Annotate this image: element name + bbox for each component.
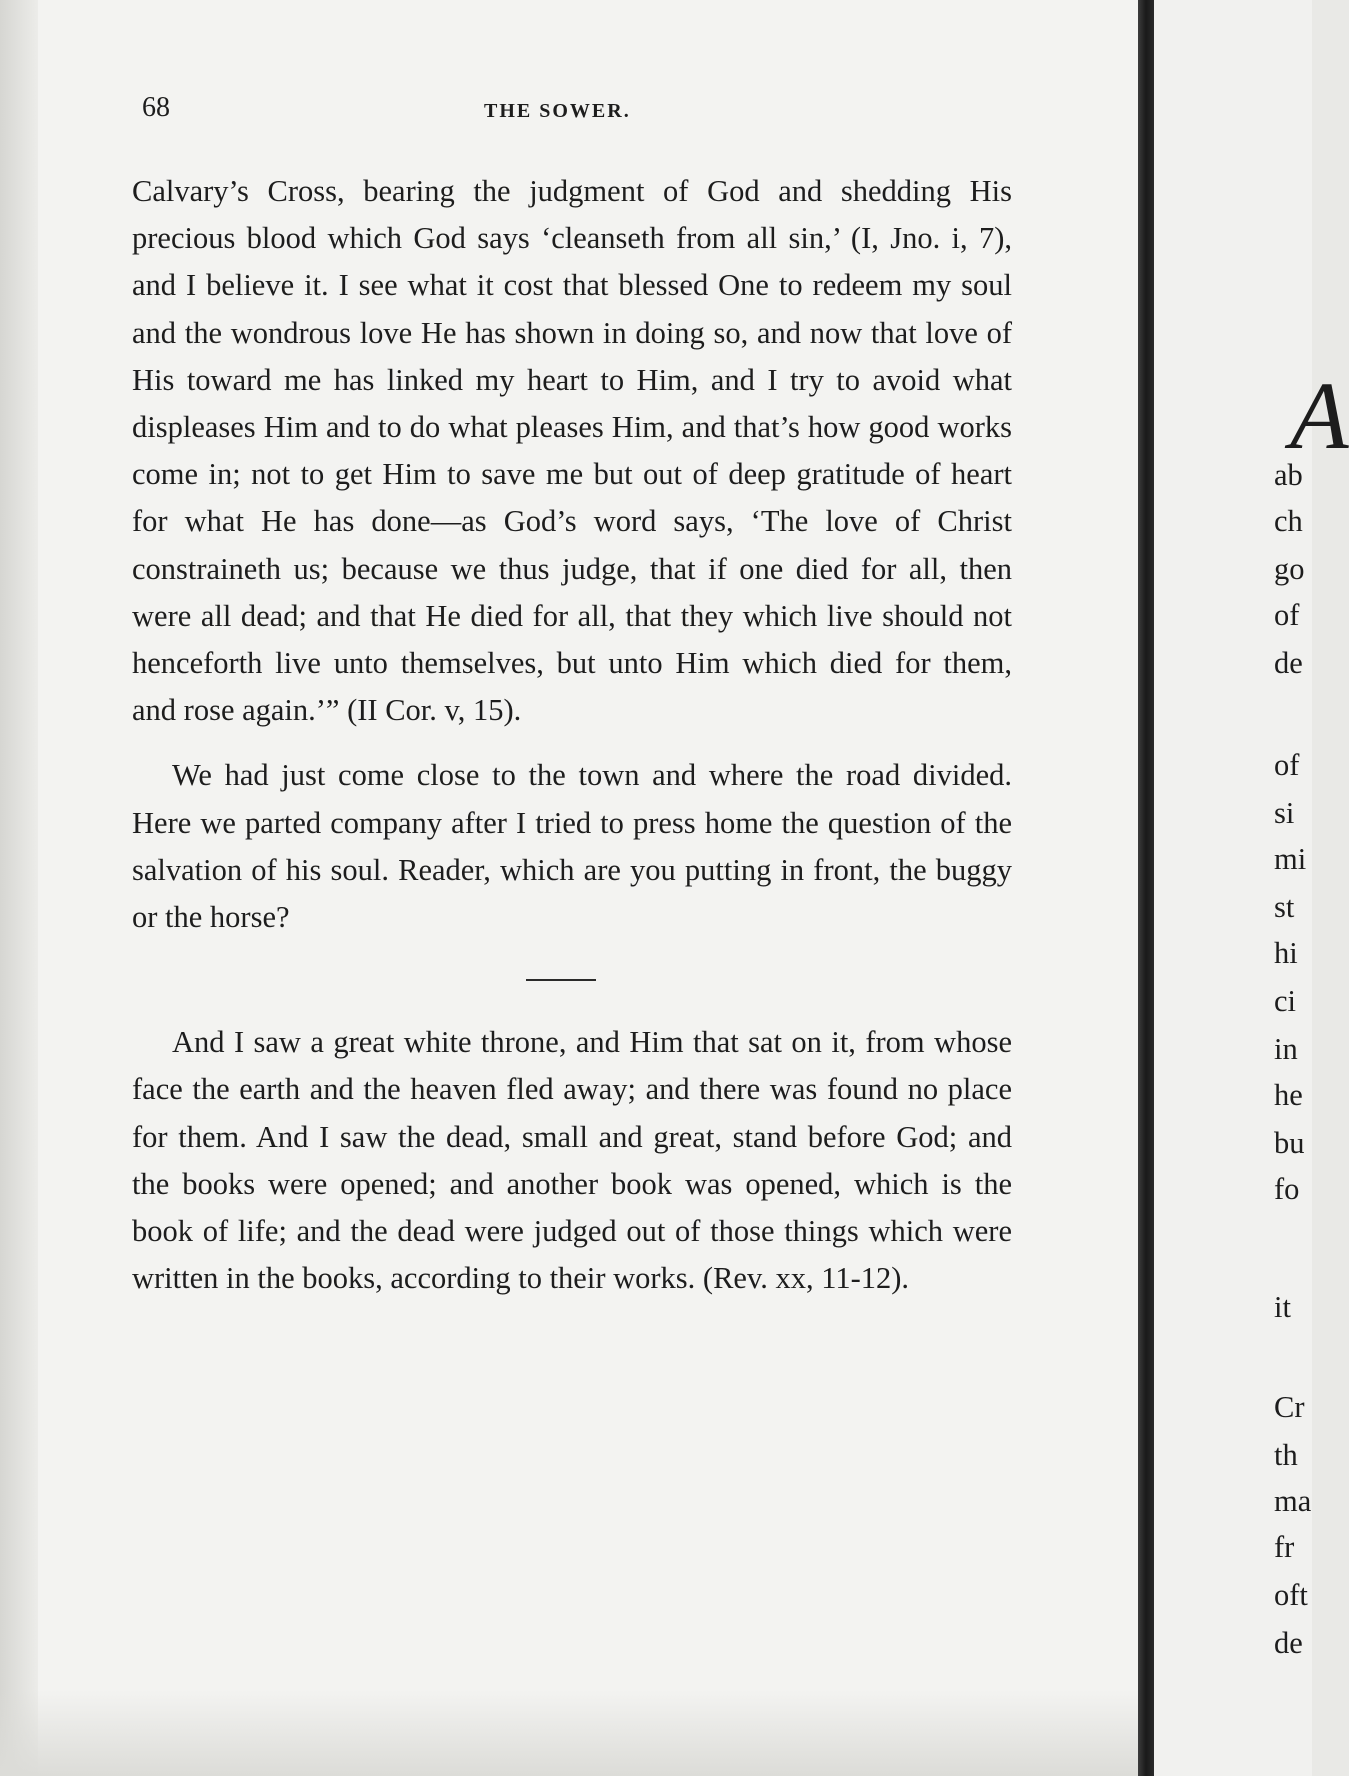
facing-page-fragments [1274,0,1314,1776]
facing-page-fragment: th [1274,1438,1298,1472]
paragraph-conclusion: We had just come close to the town and where the road divided. Here we parted company after I tried to press home the question of the salvation of his soul. Reader, which are you putting in front, the buggy or the horse? [132,758,1012,935]
paragraph-continuation: Calvary’s Cross, bearing the judgment of God and shedding His precious blood which God says ‘cleanseth from all sin,’ (I, Jno. i, 7), and I believe it. I see what it cost that blessed One to redeem my soul and the wondrous love He has shown in doing so, and now that love of His toward me has linked my heart to Him, and I try to avoid what displeases Him and to do what pleases Him, and that’s how good works come in; not to get Him to save me but out of deep gratitude of heart for what He has done—as God’s word says, ‘The love of Christ constraineth us; because we thus judge, that if one died for all, then were all dead; and that He died for all, that they which live should not henceforth live unto themselves, but unto Him which died for them, and rose again.’” (II Cor. v, 15). [132,174,1012,728]
facing-page-fragment: bu [1274,1126,1305,1160]
facing-page-fragment: ma [1274,1484,1312,1518]
facing-page-fragment: de [1274,1626,1303,1660]
facing-page-fragment: go [1274,552,1305,586]
facing-page-fragment: mi [1274,842,1307,876]
body-text [132,168,1012,1302]
facing-page-fragment: in [1274,1032,1298,1066]
facing-page-fragment: it [1274,1290,1291,1324]
facing-page-fragment: st [1274,890,1295,924]
running-head [142,92,1012,132]
page-edge-shadow [0,0,38,1776]
facing-page-fragment: of [1274,748,1300,782]
facing-page-fragment: ch [1274,504,1303,538]
facing-page-fragment: ab [1274,458,1303,492]
facing-page-fragment: de [1274,646,1303,680]
scripture-quote: And I saw a great white throne, and Him that sat on it, from whose face the earth and the heaven fled away; and there was found no place for them. And I saw the dead, small and great, stand before God; and the books were opened; and another book was opened, which is the book of life; and the dead were judged out of those things which were written in the books, according to their works. (Rev. xx, 11-12). [132,1025,1012,1296]
book-gutter [1138,0,1154,1776]
facing-page-fragment: oft [1274,1578,1308,1612]
facing-page-fragment: Cr [1274,1390,1305,1424]
facing-page-fragment: fr [1274,1530,1295,1564]
page-number: 68 [142,92,170,123]
bottom-shadow [0,1690,1140,1776]
facing-page-fragment: hi [1274,936,1298,970]
facing-page-fragment: he [1274,1078,1303,1112]
section-divider [526,979,596,981]
facing-page-fragment: of [1274,598,1300,632]
facing-page-fragment: ci [1274,984,1297,1018]
facing-page-fragment: si [1274,796,1295,830]
running-title: THE SOWER. [484,100,631,122]
facing-page-fragment: fo [1274,1172,1300,1206]
facing-page-drop-cap: A [1290,362,1349,469]
